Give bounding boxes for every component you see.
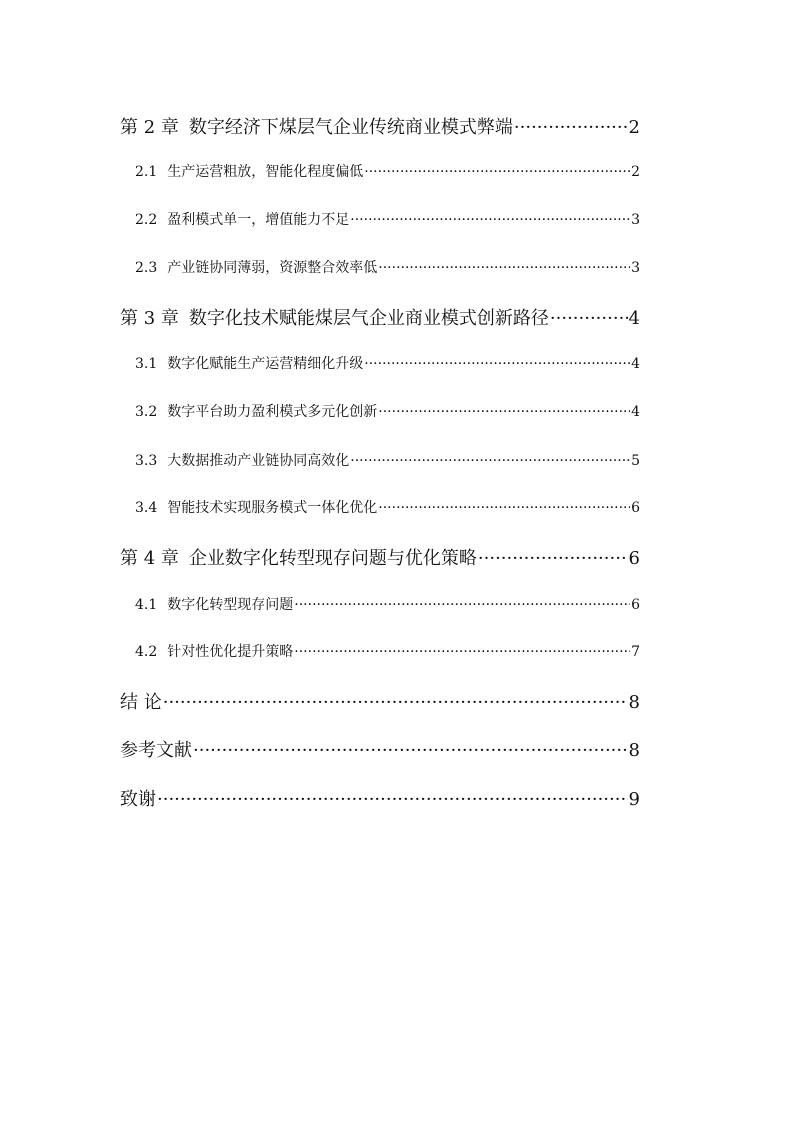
toc-entry-title: 大数据推动产业链协同高效化: [167, 453, 350, 469]
toc-entry-page: 7: [631, 644, 640, 660]
toc-entry-title: 生产运营粗放，智能化程度偏低: [167, 164, 364, 180]
toc-entry-page: 6: [631, 597, 640, 613]
toc-entry-number: 2.2: [135, 212, 158, 228]
toc-entry[interactable]: [120, 304, 640, 330]
toc-entry[interactable]: [135, 641, 640, 661]
toc-entry-number: 2.1: [135, 164, 158, 180]
toc-entry[interactable]: [120, 113, 640, 139]
toc-entry-number: 第 2 章: [120, 117, 179, 138]
toc-entry-page: 8: [628, 740, 640, 761]
toc-entry[interactable]: [120, 785, 640, 811]
toc-entry-title: 针对性优化提升策略: [167, 644, 294, 660]
dot-leader: [294, 597, 630, 613]
toc-entry-page: 3: [631, 212, 640, 228]
toc-entry-page: 6: [628, 548, 640, 569]
toc-entry[interactable]: [135, 209, 640, 229]
toc-entry-number: 3.1: [135, 356, 158, 372]
toc-entry-title: 数字化转型现存问题: [167, 597, 294, 613]
dot-leader: [514, 117, 628, 138]
toc-entry[interactable]: [135, 161, 640, 181]
toc-entry[interactable]: [120, 688, 640, 714]
toc-entry-page: 5: [631, 453, 640, 469]
toc-entry-page: 2: [631, 164, 640, 180]
toc-entry[interactable]: [135, 353, 640, 373]
toc-entry-number: 3.3: [135, 453, 158, 469]
toc-entry-page: 4: [631, 404, 640, 420]
toc-entry-page: 8: [628, 692, 640, 713]
dot-leader: [364, 356, 630, 372]
toc-entry-title: 智能技术实现服务模式一体化优化: [167, 500, 378, 516]
toc-entry-number: 3.4: [135, 500, 158, 516]
toc-entry[interactable]: [135, 450, 640, 470]
dot-leader: [350, 453, 630, 469]
toc-entry-title: 结 论: [120, 692, 162, 713]
dot-leader: [163, 692, 628, 713]
toc-entry-page: 9: [628, 789, 640, 810]
toc-entry-title: 企业数字化转型现存问题与优化策略: [188, 548, 477, 569]
toc-entry[interactable]: [135, 401, 640, 421]
toc-entry-title: 数字化赋能生产运营精细化升级: [167, 356, 364, 372]
toc-entry-number: 第 4 章: [120, 548, 179, 569]
toc-entry[interactable]: [120, 544, 640, 570]
toc-entry-title: 数字化技术赋能煤层气企业商业模式创新路径: [188, 308, 549, 329]
toc-entry-page: 6: [631, 500, 640, 516]
toc-entry-number: 4.2: [135, 644, 158, 660]
toc-entry-number: 4.1: [135, 597, 158, 613]
toc-entry[interactable]: [135, 594, 640, 614]
dot-leader: [294, 644, 630, 660]
dot-leader: [350, 212, 630, 228]
dot-leader: [378, 260, 630, 276]
dot-leader: [378, 404, 630, 420]
toc-entry[interactable]: [120, 736, 640, 762]
toc-entry-number: 2.3: [135, 260, 158, 276]
dot-leader: [157, 789, 628, 810]
dot-leader: [364, 164, 630, 180]
toc-entry-title: 数字平台助力盈利模式多元化创新: [167, 404, 378, 420]
toc-entry-page: 2: [628, 117, 640, 138]
toc-entry[interactable]: [135, 257, 640, 277]
toc-entry-title: 致谢: [120, 789, 156, 810]
toc-entry-title: 数字经济下煤层气企业传统商业模式弊端: [188, 117, 513, 138]
toc-entry-page: 4: [631, 356, 640, 372]
dot-leader: [378, 500, 630, 516]
toc-entry-title: 产业链协同薄弱，资源整合效率低: [167, 260, 378, 276]
dot-leader: [193, 740, 628, 761]
toc-entry-number: 3.2: [135, 404, 158, 420]
toc-entry-page: 4: [628, 308, 640, 329]
toc-entry-page: 3: [631, 260, 640, 276]
dot-leader: [478, 548, 628, 569]
toc-entry-title: 盈利模式单一，增值能力不足: [167, 212, 350, 228]
toc-entry-title: 参考文献: [120, 740, 192, 761]
toc-entry-number: 第 3 章: [120, 308, 179, 329]
toc-entry[interactable]: [135, 497, 640, 517]
dot-leader: [550, 308, 628, 329]
